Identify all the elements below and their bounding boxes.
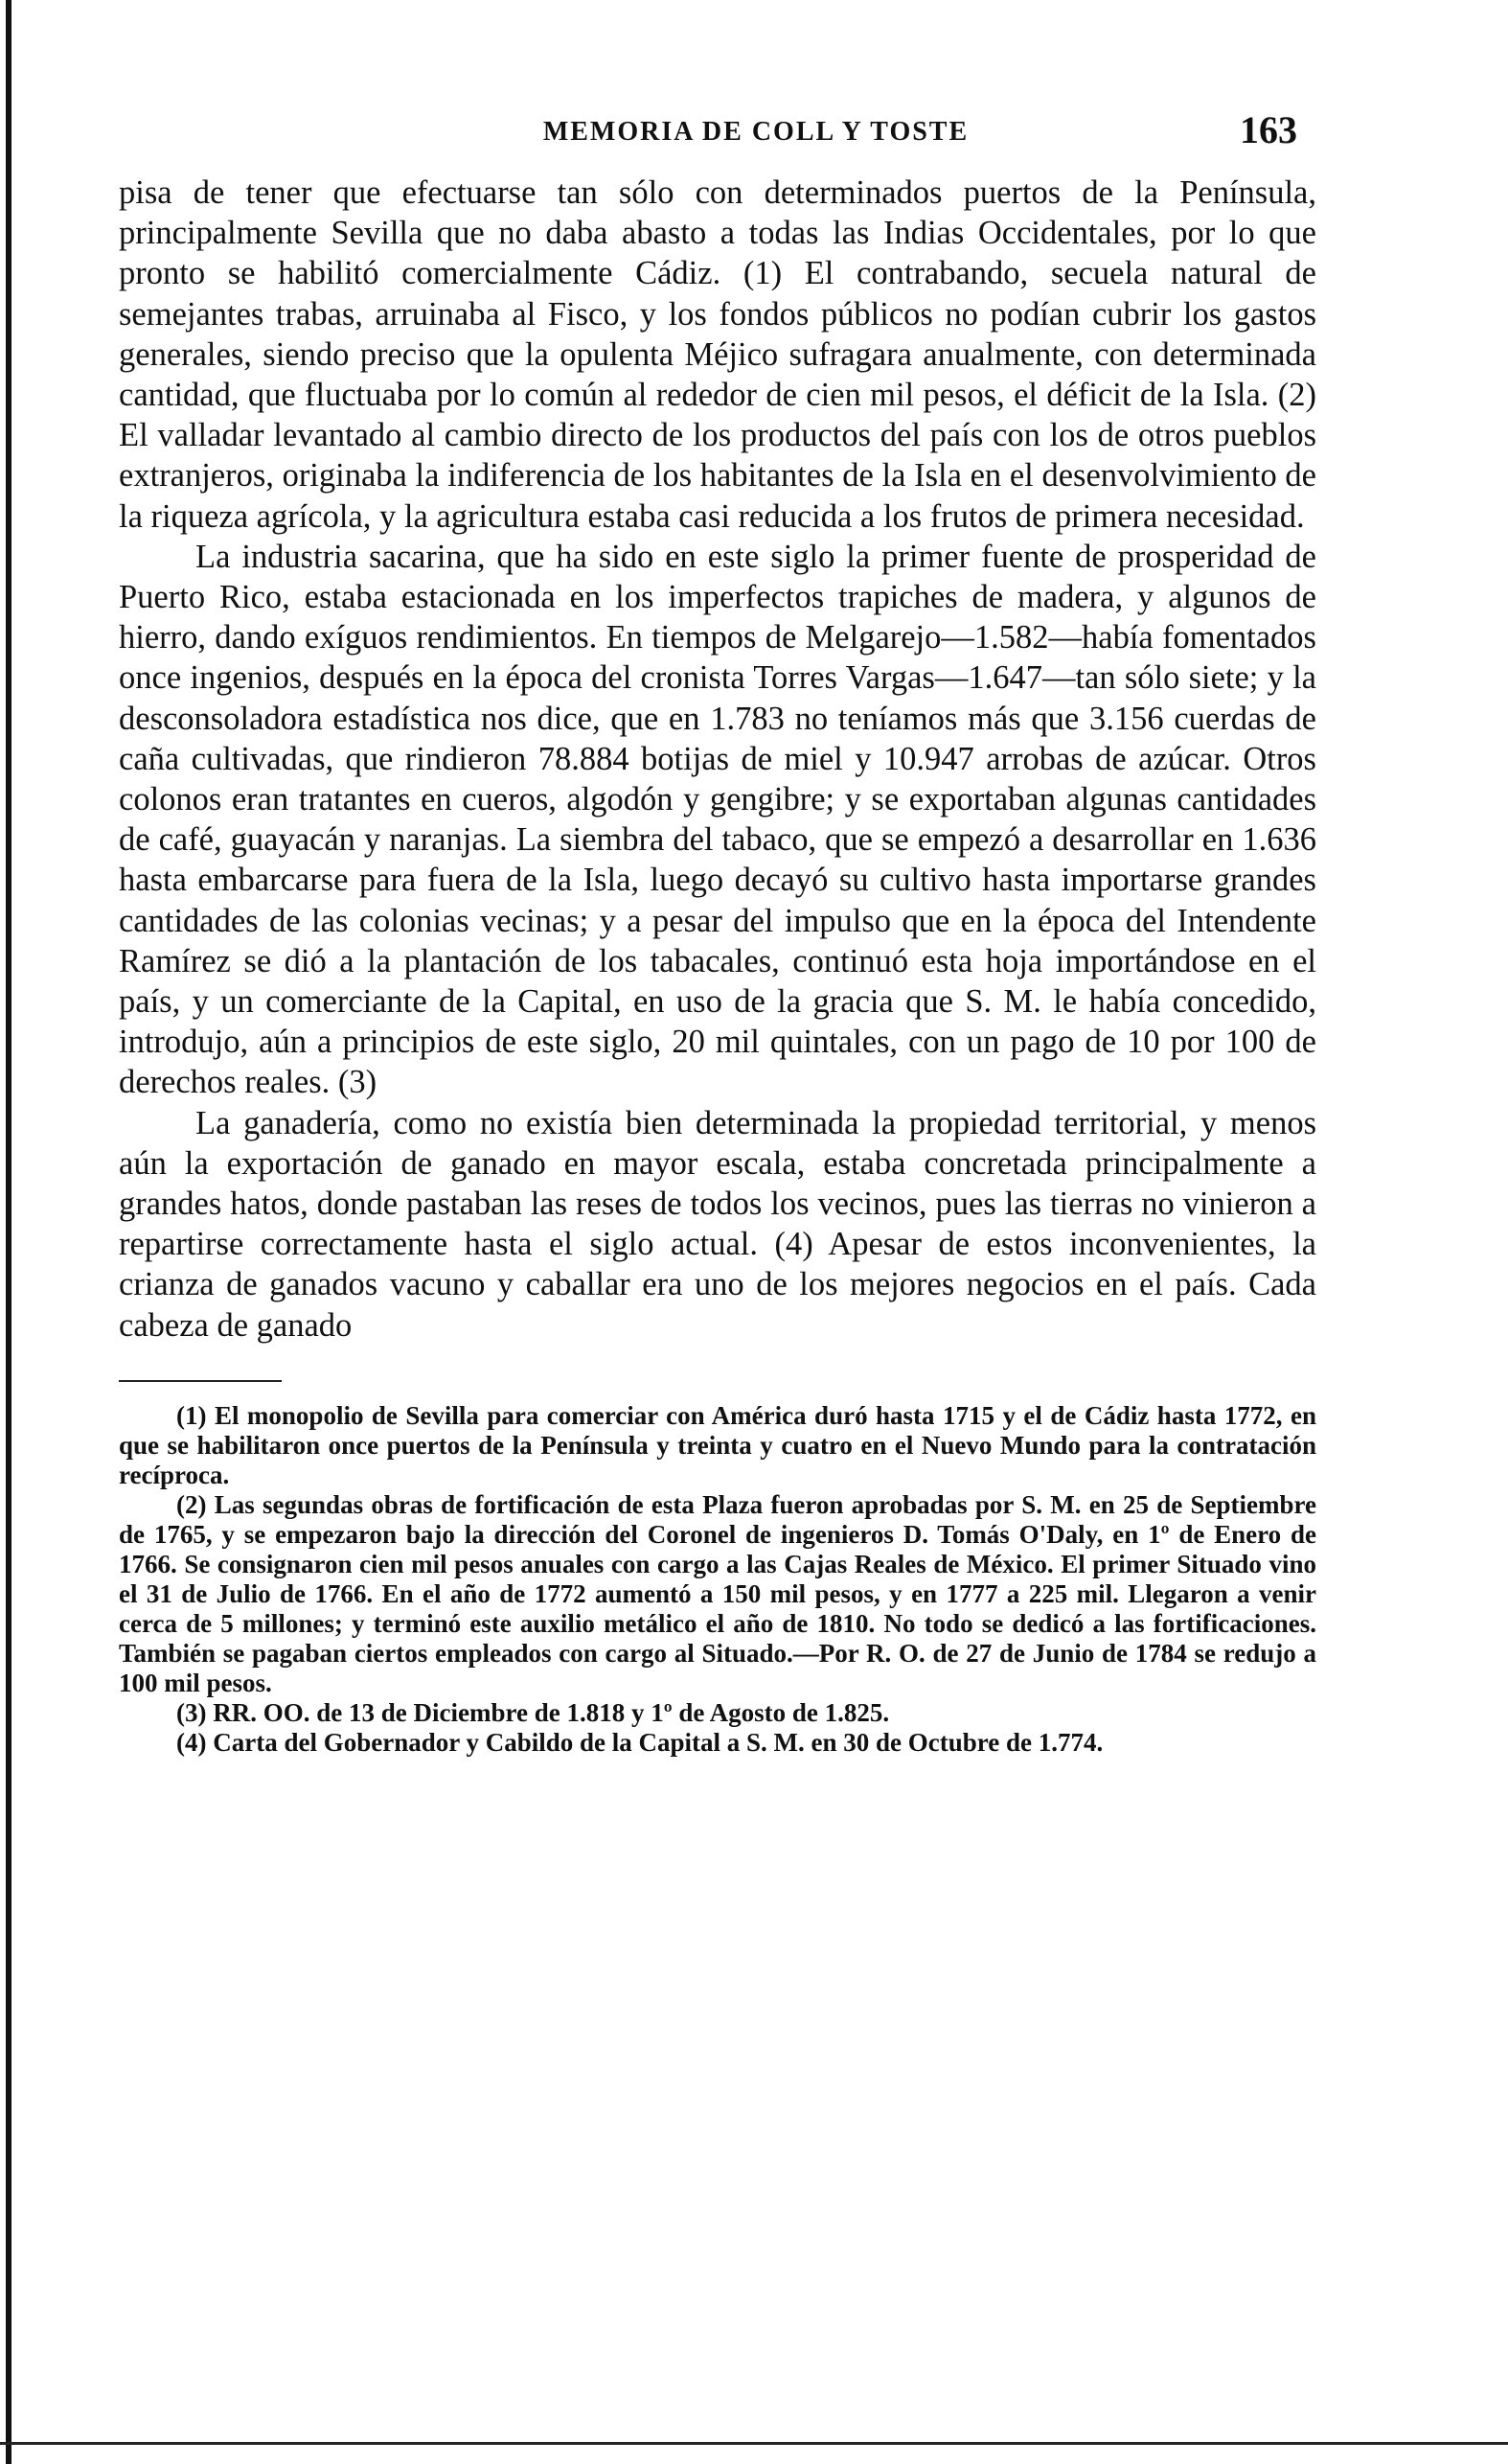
footnote: (3) RR. OO. de 13 de Diciembre de 1.818 y 1º de Agosto de 1.825.	[176, 1697, 890, 1727]
running-head: MEMORIA DE COLL Y TOSTE	[542, 117, 970, 147]
footnote-divider	[119, 1380, 282, 1382]
page-header	[119, 104, 1316, 165]
page	[119, 104, 1316, 1758]
paragraph: La ganadería, como no existía bien determinada la propiedad territorial, y menos aún la exportación de ganado en mayor escala, estaba concretada principalmente a grandes hatos, donde pastaban las reses de todos los vecinos, pues las tierras no vinieron a repartirse correctamente hasta el siglo actual. (4) Apesar de estos inconvenientes, la crianza de ganados vacuno y caballar era uno de los mejores negocios en el país. Cada cabeza de ganado	[119, 1104, 1316, 1344]
paragraph: pisa de tener que efectuarse tan sólo con determinados puertos de la Península, principalmente Sevilla que no daba abasto a todas las Indias Occidentales, por lo que pronto se habilitó comercialmente Cádiz. (1) El contrabando, secuela natural de semejantes trabas, arruinaba al Fisco, y los fondos públicos no podían cubrir los gastos generales, siendo preciso que la opulenta Méjico sufragara anualmente, con determinada cantidad, que fluctuaba por lo común al rededor de cien mil pesos, el déficit de la Isla. (2) El valladar levantado al cambio directo de los productos del país con los de otros pueblos extranjeros, originaba la indiferencia de los habitantes de la Isla en el desenvolvimiento de la riqueza agrícola, y la agricultura estaba casi reducida a los frutos de primera necesidad.	[119, 174, 1316, 535]
bottom-rule	[0, 2442, 1508, 2445]
footnote: (4) Carta del Gobernador y Cabildo de la Capital a S. M. en 30 de Octubre de 1.774.	[176, 1727, 1104, 1757]
footnote: (1) El monopolio de Sevilla para comerciar con América duró hasta 1715 y el de Cádiz hasta 1772, en que se habilitaron once puertos de la Península y treinta y cuatro en el Nuevo Mundo para la contratación recíproca.	[119, 1400, 1316, 1489]
left-margin-rule	[6, 0, 11, 2464]
paragraph: La industria sacarina, que ha sido en este siglo la primer fuente de prosperidad de Puerto Rico, estaba estacionada en los imperfectos trapiches de madera, y algunos de hierro, dando exíguos rendimientos. En tiempos de Melgarejo—1.582—había fomentados once ingenios, después en la época del cronista Torres Vargas—1.647—tan sólo siete; y la desconsoladora estadística nos dice, que en 1.783 no teníamos más que 3.156 cuerdas de caña cultivadas, que rindieron 78.884 botijas de miel y 10.947 arrobas de azúcar. Otros colonos eran tratantes en cueros, algodón y gengibre; y se exportaban algunas cantidades de café, guayacán y naranjas. La siembra del tabaco, que se empezó a desarrollar en 1.636 hasta embarcarse para fuera de la Isla, luego decayó su cultivo hasta importarse grandes cantidades de las colonias vecinas; y a pesar del impulso que en la época del Intendente Ramírez se dió a la plantación de los tabacales, continuó esta hoja importándose en el país, y un comerciante de la Capital, en uso de la gracia que S. M. le había concedido, introdujo, aún a principios de este siglo, 20 mil quintales, con un pago de 10 por 100 de derechos reales. (3)	[119, 538, 1316, 1101]
page-number: 163	[1240, 108, 1297, 151]
footnotes	[119, 1401, 1316, 1758]
body-text	[119, 173, 1316, 1346]
footnote: (2) Las segundas obras de fortificación de esta Plaza fueron aprobadas por S. M. en 25 de Septiembre de 1765, y se empezaron bajo la dirección del Coronel de ingenieros D. Tomás O'Daly, en 1º de Enero de 1766. Se consignaron cien mil pesos anuales con cargo a las Cajas Reales de México. El primer Situado vino el 31 de Julio de 1766. En el año de 1772 aumentó a 150 mil pesos, y en 1777 a 225 mil. Llegaron a venir cerca de 5 millones; y terminó este auxilio metálico el año de 1810. No todo se dedicó a las fortificaciones. También se pagaban ciertos empleados con cargo al Situado.—Por R. O. de 27 de Junio de 1784 se redujo a 100 mil pesos.	[119, 1489, 1316, 1697]
